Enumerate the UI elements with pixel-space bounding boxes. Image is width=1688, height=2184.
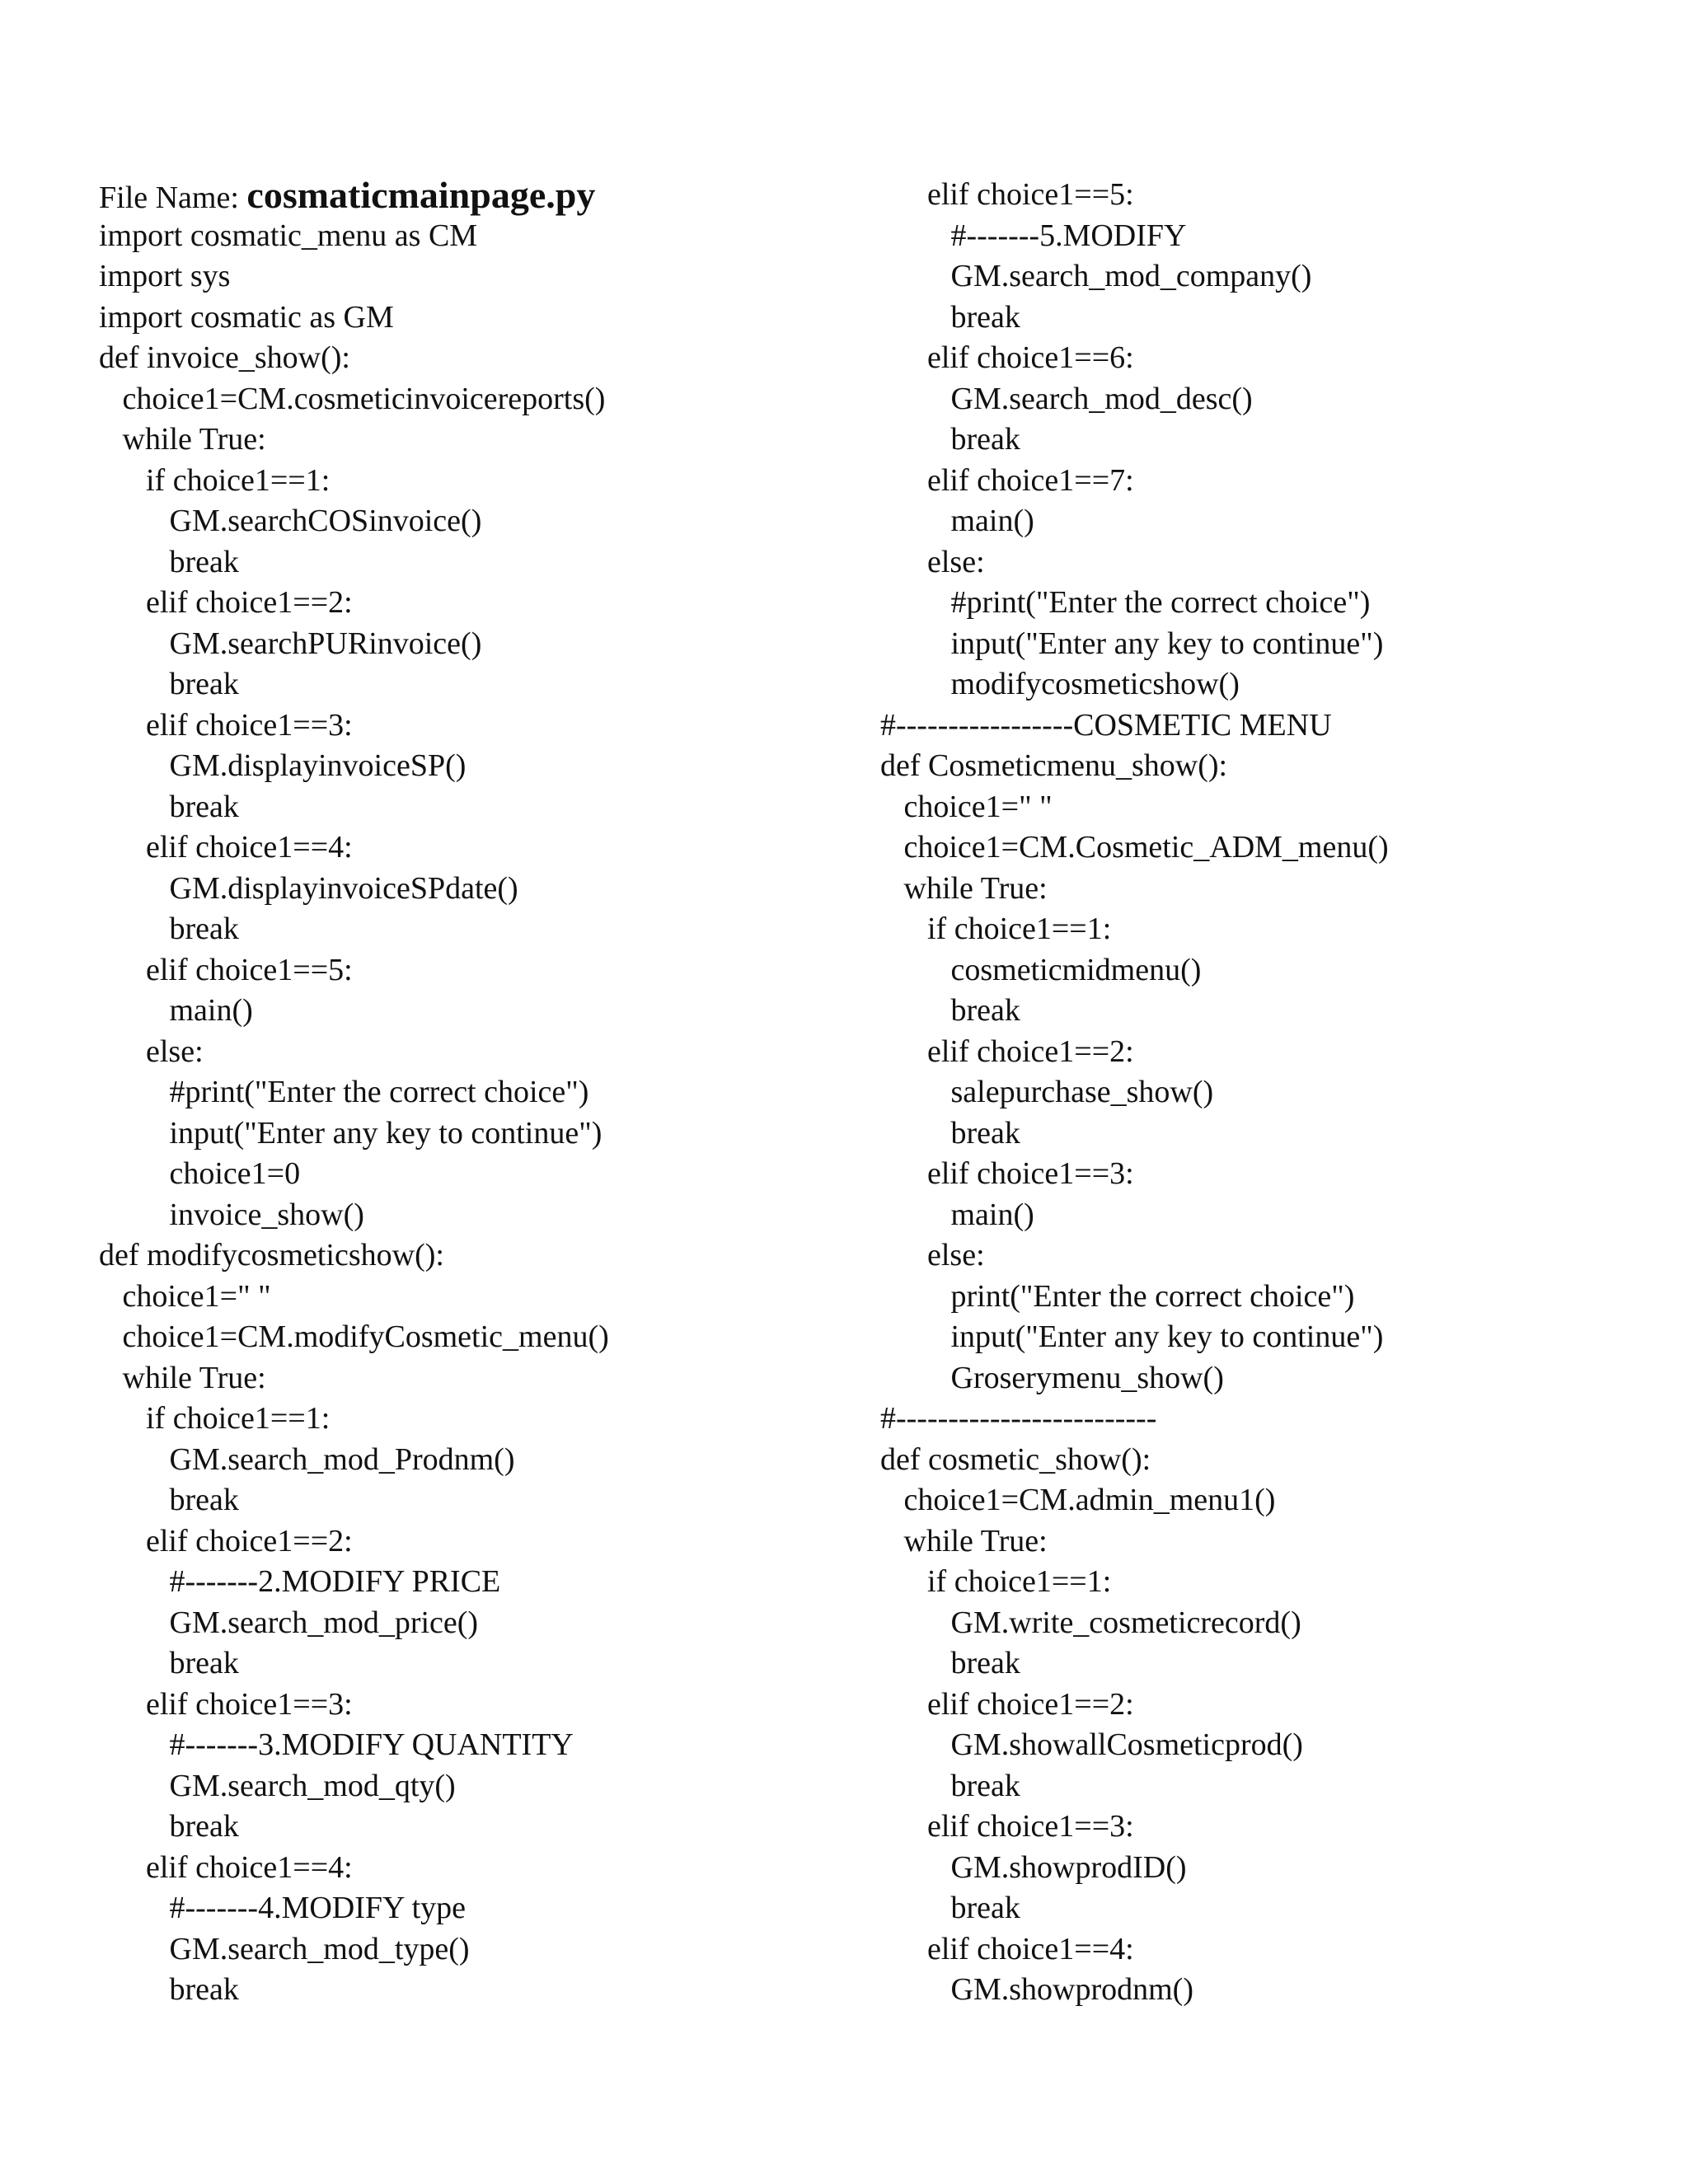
code-line: main() xyxy=(99,993,253,1028)
left-column xyxy=(99,175,841,2011)
code-line: GM.displayinvoiceSP() xyxy=(99,748,467,783)
code-line: main() xyxy=(880,1197,1034,1232)
code-line: salepurchase_show() xyxy=(880,1075,1214,1109)
file-name-value: cosmaticmainpage.py xyxy=(246,174,596,216)
code-line: choice1=" " xyxy=(99,1278,271,1314)
code-line: while True: xyxy=(99,422,266,457)
code-line: elif choice1==3: xyxy=(880,1809,1134,1844)
code-line: #-------2.MODIFY PRICE xyxy=(99,1564,501,1599)
code-line: GM.showprodnm() xyxy=(880,1972,1193,2007)
code-line: #-----------------COSMETIC MENU xyxy=(880,707,1332,743)
code-line: main() xyxy=(880,504,1034,538)
code-line: elif choice1==4: xyxy=(99,1849,353,1885)
code-line: modifycosmeticshow() xyxy=(880,667,1240,701)
code-line: elif choice1==4: xyxy=(880,1931,1134,1966)
code-line: choice1=CM.cosmeticinvoicereports() xyxy=(99,381,606,416)
code-line: elif choice1==7: xyxy=(880,462,1134,498)
code-line: GM.search_mod_price() xyxy=(99,1605,479,1640)
code-line: GM.searchCOSinvoice() xyxy=(99,504,482,538)
code-line: break xyxy=(99,1483,239,1517)
code-line: elif choice1==2: xyxy=(880,1686,1134,1722)
code-line: GM.searchPURinvoice() xyxy=(99,626,482,661)
code-line: import cosmatic as GM xyxy=(99,299,394,335)
file-title xyxy=(99,175,841,216)
code-line: GM.displayinvoiceSPdate() xyxy=(99,870,518,906)
right-code-block xyxy=(880,175,1622,2011)
code-line: choice1=CM.modifyCosmetic_menu() xyxy=(99,1319,609,1354)
code-line: break xyxy=(880,1646,1020,1680)
code-line: while True: xyxy=(880,1523,1048,1558)
code-line: #-------5.MODIFY xyxy=(880,218,1187,253)
code-line: def modifycosmeticshow(): xyxy=(99,1238,444,1272)
code-line: else: xyxy=(880,544,985,579)
code-line: def Cosmeticmenu_show(): xyxy=(880,748,1228,783)
right-column xyxy=(880,175,1622,2011)
code-line: elif choice1==2: xyxy=(880,1033,1134,1069)
code-line: GM.showprodID() xyxy=(880,1849,1187,1885)
code-line: import sys xyxy=(99,259,231,293)
code-line: #print("Enter the correct choice") xyxy=(880,585,1371,620)
code-line: invoice_show() xyxy=(99,1197,364,1232)
code-line: if choice1==1: xyxy=(880,1564,1112,1599)
code-line: break xyxy=(880,1115,1020,1151)
code-line: cosmeticmidmenu() xyxy=(880,952,1202,987)
code-line: GM.search_mod_type() xyxy=(99,1931,470,1966)
code-line: elif choice1==3: xyxy=(880,1156,1134,1191)
code-line: #-------3.MODIFY QUANTITY xyxy=(99,1727,574,1762)
code-line: break xyxy=(880,993,1020,1028)
code-line: break xyxy=(880,1768,1020,1803)
code-line: elif choice1==4: xyxy=(99,830,353,865)
code-line: elif choice1==5: xyxy=(99,952,353,987)
code-line: def invoice_show(): xyxy=(99,340,350,375)
code-line: break xyxy=(880,1891,1020,1925)
code-line: input("Enter any key to continue") xyxy=(99,1115,603,1151)
code-line: #------------------------- xyxy=(880,1401,1157,1436)
code-line: GM.search_mod_qty() xyxy=(99,1768,456,1803)
code-line: break xyxy=(99,789,239,824)
code-line: break xyxy=(880,299,1020,335)
code-line: elif choice1==5: xyxy=(880,177,1134,212)
code-line: GM.search_mod_Prodnm() xyxy=(99,1441,515,1477)
code-line: elif choice1==2: xyxy=(99,585,353,620)
code-line: break xyxy=(99,544,239,579)
code-line: choice1=CM.admin_menu1() xyxy=(880,1483,1276,1517)
code-line: while True: xyxy=(880,870,1048,906)
code-line: elif choice1==3: xyxy=(99,707,353,743)
code-line: import cosmatic_menu as CM xyxy=(99,218,478,253)
code-line: input("Enter any key to continue") xyxy=(880,626,1384,661)
code-line: break xyxy=(880,422,1020,457)
code-line: Groserymenu_show() xyxy=(880,1360,1224,1395)
code-line: GM.write_cosmeticrecord() xyxy=(880,1605,1301,1640)
code-line: GM.search_mod_desc() xyxy=(880,381,1253,416)
code-line: input("Enter any key to continue") xyxy=(880,1319,1384,1354)
code-line: break xyxy=(99,667,239,701)
code-line: break xyxy=(99,912,239,946)
code-line: #-------4.MODIFY type xyxy=(99,1891,466,1925)
code-line: GM.search_mod_company() xyxy=(880,259,1312,293)
code-line: choice1=" " xyxy=(880,789,1053,824)
code-line: #print("Enter the correct choice") xyxy=(99,1075,589,1109)
code-line: elif choice1==6: xyxy=(880,340,1134,375)
code-line: elif choice1==3: xyxy=(99,1686,353,1722)
code-line: break xyxy=(99,1646,239,1680)
file-name-label: File Name: xyxy=(99,180,247,215)
code-line: elif choice1==2: xyxy=(99,1523,353,1558)
code-line: break xyxy=(99,1809,239,1844)
code-line: else: xyxy=(880,1238,985,1272)
code-line: if choice1==1: xyxy=(99,462,331,498)
code-line: def cosmetic_show(): xyxy=(880,1441,1151,1477)
code-line: while True: xyxy=(99,1360,266,1395)
code-line: choice1=CM.Cosmetic_ADM_menu() xyxy=(880,830,1389,865)
code-line: break xyxy=(99,1972,239,2007)
code-line: GM.showallCosmeticprod() xyxy=(880,1727,1303,1762)
code-line: choice1=0 xyxy=(99,1156,301,1191)
code-line: print("Enter the correct choice") xyxy=(880,1278,1355,1314)
code-line: if choice1==1: xyxy=(99,1401,331,1436)
left-code-block xyxy=(99,216,841,2011)
code-line: else: xyxy=(99,1033,204,1069)
code-line: if choice1==1: xyxy=(880,912,1112,946)
